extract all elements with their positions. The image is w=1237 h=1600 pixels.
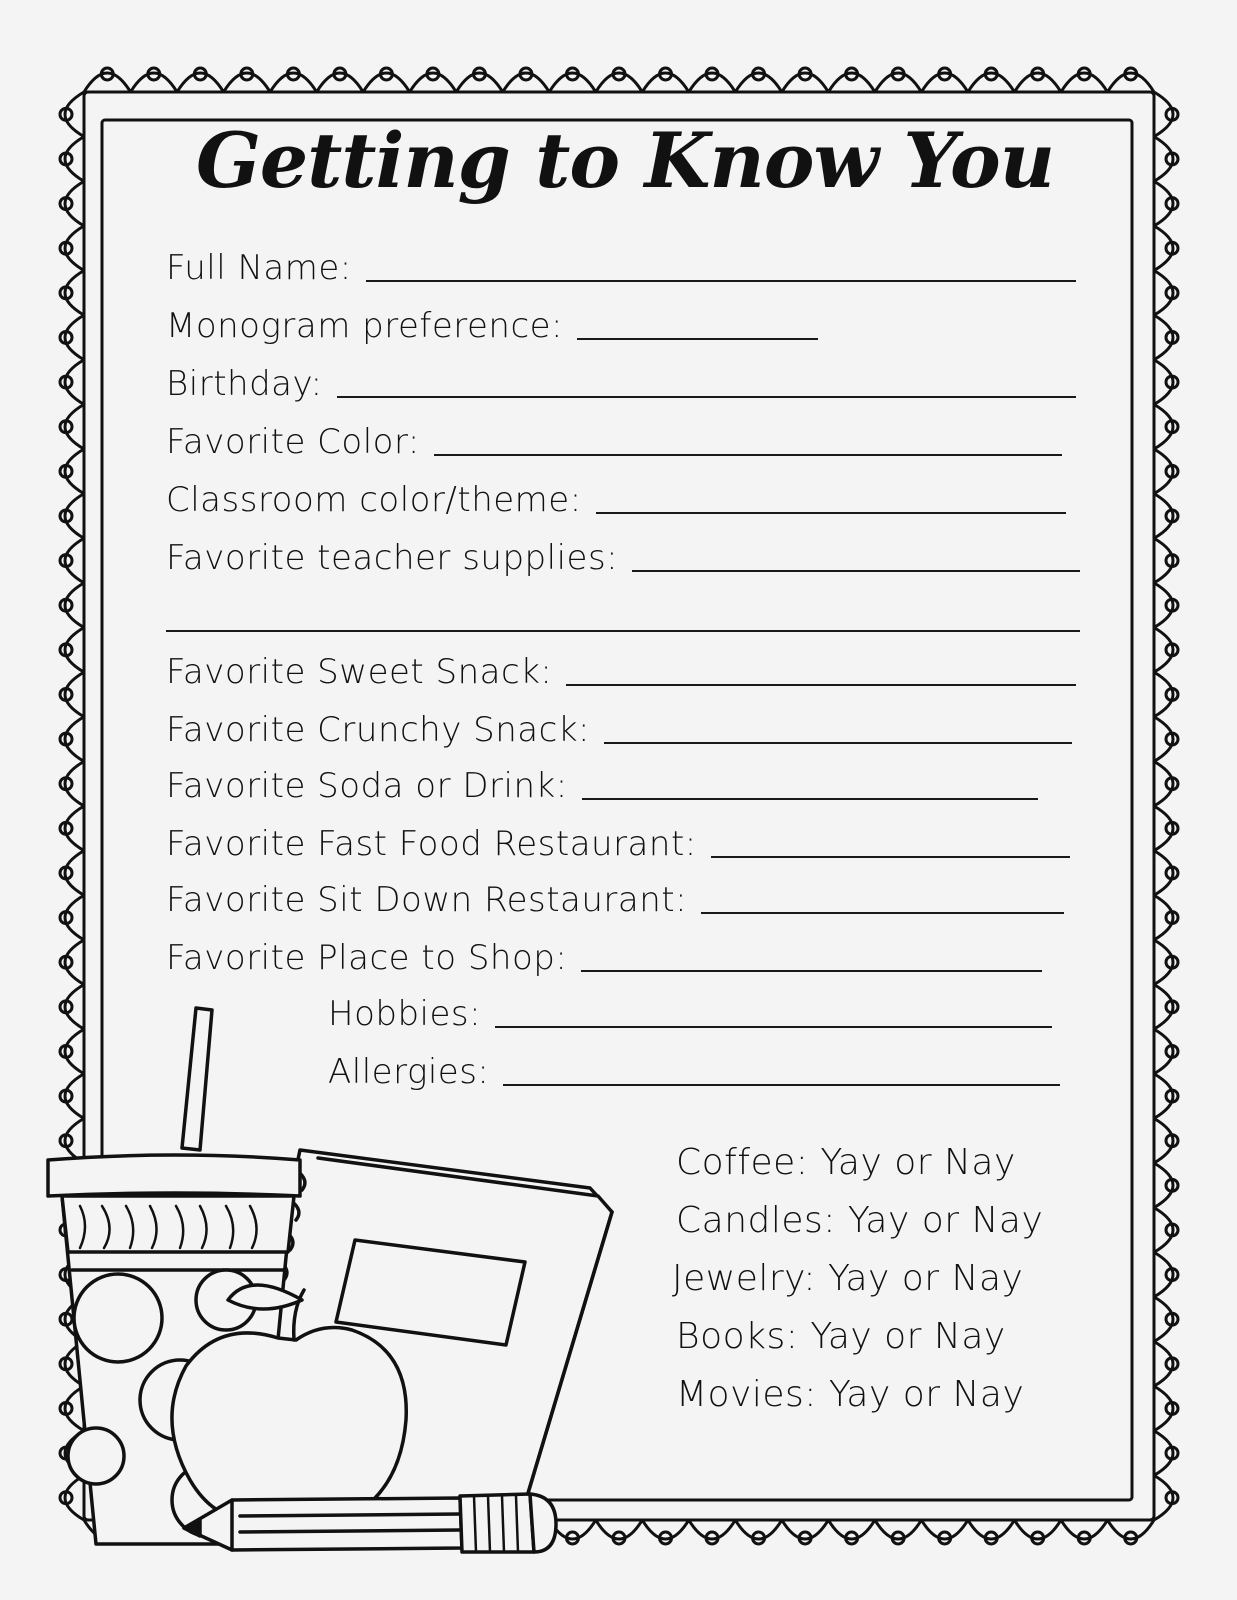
field-label: Monogram preference: bbox=[166, 306, 564, 346]
field-full-name bbox=[166, 246, 1076, 290]
field-classroom-theme bbox=[166, 478, 1066, 522]
field-hobbies bbox=[328, 992, 1052, 1036]
field-label: Favorite Crunchy Snack: bbox=[166, 710, 590, 750]
yay-choice: Yay or Nay bbox=[827, 1258, 1024, 1299]
yay-item-candles[interactable] bbox=[676, 1200, 1043, 1241]
yay-choice: Yay or Nay bbox=[810, 1316, 1006, 1357]
sit-down-input-line[interactable] bbox=[701, 912, 1064, 914]
field-label: Birthday: bbox=[166, 364, 323, 404]
field-birthday bbox=[166, 362, 1076, 406]
field-label: Favorite Color: bbox=[166, 422, 420, 462]
yay-choice: Yay or Nay bbox=[820, 1142, 1016, 1183]
field-sweet-snack bbox=[166, 650, 1076, 694]
field-label: Favorite Soda or Drink: bbox=[166, 766, 568, 806]
yay-label: Books: bbox=[676, 1316, 799, 1357]
soda-drink-input-line[interactable] bbox=[582, 798, 1038, 800]
crunchy-snack-input-line[interactable] bbox=[604, 742, 1072, 744]
field-label: Favorite Sweet Snack: bbox=[166, 652, 553, 692]
field-soda-drink bbox=[166, 764, 1038, 808]
field-label: Favorite Sit Down Restaurant: bbox=[166, 880, 688, 920]
monogram-input-line[interactable] bbox=[577, 338, 818, 340]
hobbies-input-line[interactable] bbox=[495, 1026, 1052, 1028]
place-to-shop-input-line[interactable] bbox=[581, 970, 1042, 972]
classroom-theme-input-line[interactable] bbox=[596, 512, 1066, 514]
sweet-snack-input-line[interactable] bbox=[566, 684, 1076, 686]
yay-item-books[interactable] bbox=[676, 1316, 1006, 1357]
yay-label: Coffee: bbox=[676, 1142, 809, 1183]
teacher-supplies-continuation-line[interactable] bbox=[166, 630, 1080, 632]
field-label: Full Name: bbox=[166, 248, 352, 288]
yay-label: Jewelry: bbox=[672, 1258, 816, 1299]
yay-choice: Yay or Nay bbox=[847, 1200, 1044, 1241]
field-favorite-color bbox=[166, 420, 1062, 464]
field-label: Favorite Place to Shop: bbox=[166, 938, 568, 978]
field-label: Favorite teacher supplies: bbox=[166, 538, 619, 578]
field-place-to-shop bbox=[166, 936, 1042, 980]
field-crunchy-snack bbox=[166, 708, 1072, 752]
birthday-input-line[interactable] bbox=[337, 396, 1076, 398]
field-label: Allergies: bbox=[328, 1052, 490, 1092]
yay-item-coffee[interactable] bbox=[676, 1142, 1016, 1183]
field-label: Hobbies: bbox=[328, 994, 482, 1034]
field-monogram bbox=[166, 304, 818, 348]
full-name-input-line[interactable] bbox=[366, 280, 1076, 282]
field-fast-food bbox=[166, 822, 1070, 866]
allergies-input-line[interactable] bbox=[503, 1084, 1060, 1086]
field-label: Classroom color/theme: bbox=[166, 480, 582, 520]
yay-label: Candles: bbox=[676, 1200, 836, 1241]
yay-label: Movies: bbox=[676, 1374, 817, 1415]
teacher-supplies-input-line[interactable] bbox=[632, 570, 1080, 572]
yay-item-movies[interactable] bbox=[676, 1374, 1024, 1415]
field-allergies bbox=[328, 1050, 1060, 1094]
page-title: Getting to Know You bbox=[196, 116, 1054, 205]
field-label: Favorite Fast Food Restaurant: bbox=[166, 824, 697, 864]
yay-choice: Yay or Nay bbox=[828, 1374, 1025, 1415]
favorite-color-input-line[interactable] bbox=[434, 454, 1062, 456]
field-sit-down bbox=[166, 878, 1064, 922]
yay-item-jewelry[interactable] bbox=[672, 1258, 1023, 1299]
field-teacher-supplies bbox=[166, 536, 1080, 580]
fast-food-input-line[interactable] bbox=[711, 856, 1070, 858]
